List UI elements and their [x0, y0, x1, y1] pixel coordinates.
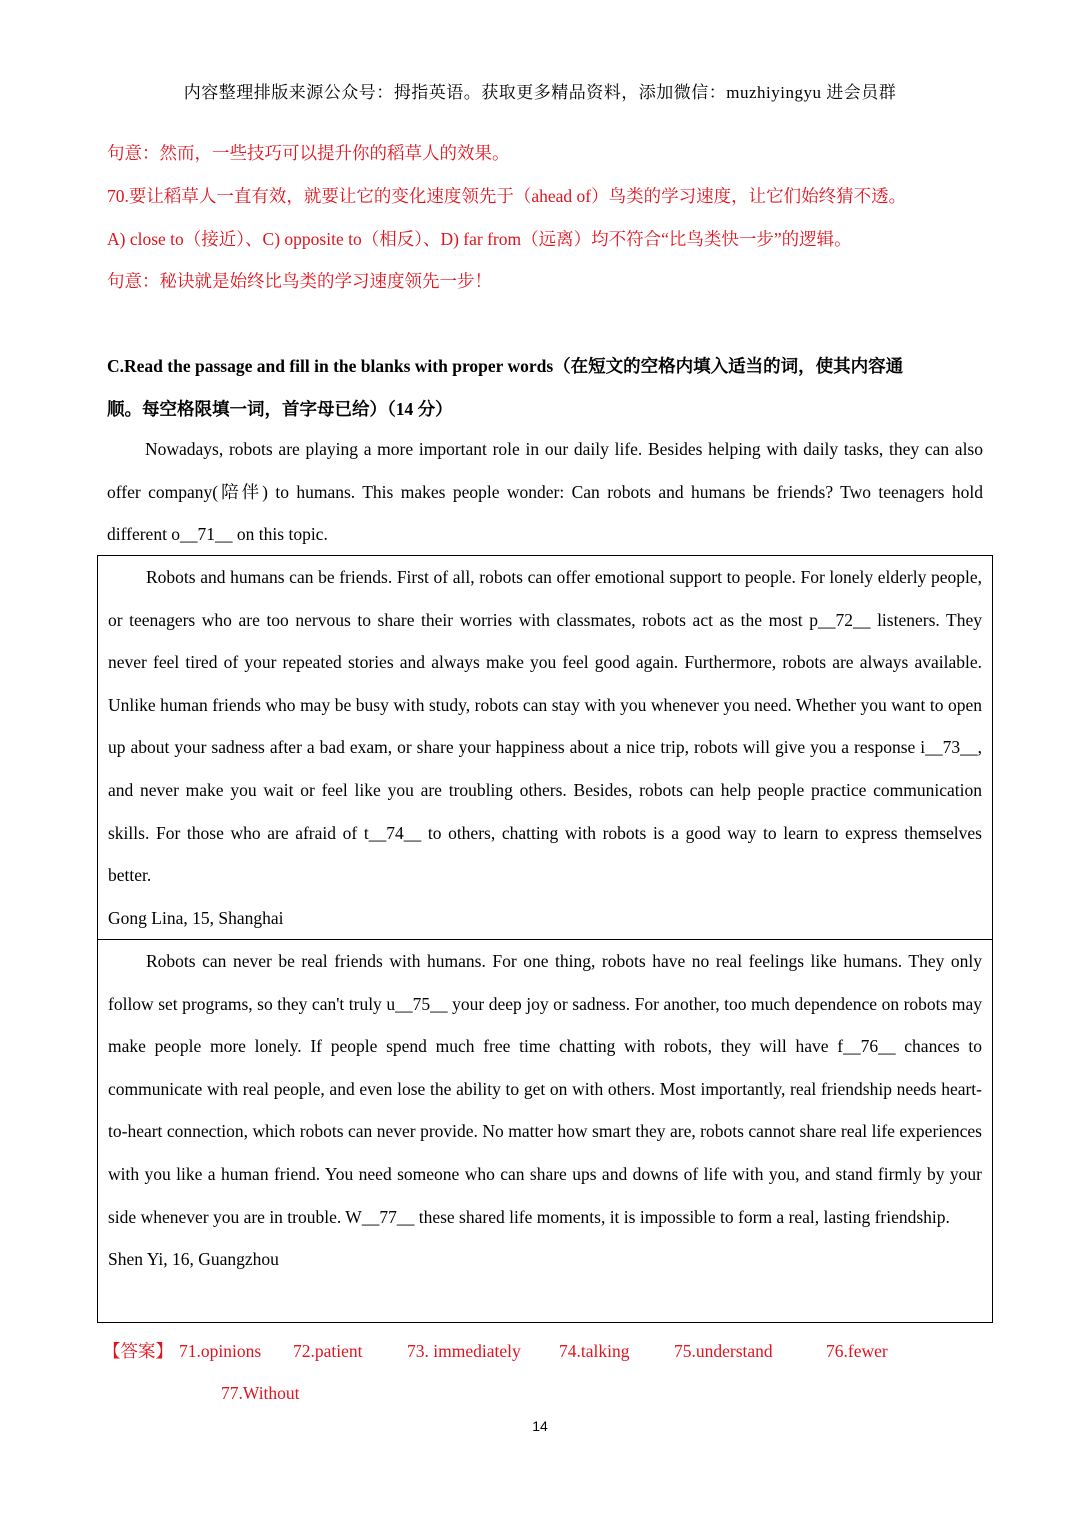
explanation-line-3: A) close to（接近）、C) opposite to（相反）、D) far from（远离）均不符合“比鸟类快一步”的逻辑。	[107, 229, 852, 249]
explanation-line-4: 句意：秘诀就是始终比鸟类的学习速度领先一步！	[107, 271, 492, 291]
answer-key	[103, 1330, 987, 1414]
opinion-box-2	[97, 939, 993, 1323]
answer-71: 71.opinions	[179, 1341, 262, 1361]
opinion-2-text: Robots can never be real friends with humans. For one thing, robots have no real feelings like humans. They only follow set programs, so they can't truly u__75__ your deep joy or sadness. For another, too much dependence on robots may make people more lonely. If people spend much free time chatting with robots, they will have f__76__ chances to communicate with real people, and even lose the ability to get on with others. Most importantly, real friendship needs heart-to-heart connection, which robots can never provide. No matter how smart they are, robots cannot share real life experiences with you like a human friend. You need someone who can share ups and downs of life with you, and stand firmly by your side whenever you are in trouble. W__77__ these shared life moments, it is impossible to form a real, lasting friendship.	[108, 951, 982, 1227]
page-header: 内容整理排版来源公众号：拇指英语。获取更多精品资料，添加微信：muzhiyingyu 进会员群	[183, 83, 897, 102]
intro-paragraph	[107, 428, 983, 556]
opinion-1-text: Robots and humans can be friends. First of all, robots can offer emotional support to people. For lonely elderly people, or teenagers who are too nervous to share their worries with classmates, robots act as the most p__72__ listeners. They never feel tired of your repeated stories and always make you feel good again. Furthermore, robots are always available. Unlike human friends who may be busy with study, robots can stay with you whenever you need. Whether you want to open up about your sadness after a bad exam, or share your happiness about a nice trip, robots will give you a response i__73__, and never make you wait or feel like you are troubling others. Besides, robots can help people practice communication skills. For those who are afraid of t__74__ to others, chatting with robots is a good way to learn to express themselves better.	[108, 567, 982, 886]
section-title-line-1: C.Read the passage and fill in the blanks with proper words（在短文的空格内填入适当的词，使其内容通	[107, 356, 904, 376]
opinion-2-author: Shen Yi, 16, Guangzhou	[108, 1249, 279, 1270]
answer-75: 75.understand	[674, 1341, 773, 1361]
answer-77: 77.Without	[221, 1383, 300, 1403]
intro-text: Nowadays, robots are playing a more important role in our daily life. Besides helping with daily tasks, they can also offer company(陪伴) to humans. This makes people wonder: Can robots and humans be friends? Two teenagers hold different o__71__ on this topic.	[107, 439, 983, 545]
opinion-box-1	[97, 555, 993, 940]
explanation-line-2: 70.要让稻草人一直有效，就要让它的变化速度领先于（ahead of）鸟类的学习速度，让它们始终猜不透。	[107, 186, 907, 206]
page-number: 14	[532, 1418, 548, 1434]
section-title-line-2: 顺。每空格限填一词，首字母已给）（14 分）	[107, 399, 453, 419]
answer-76: 76.fewer	[826, 1341, 888, 1361]
explanation-line-1: 句意：然而，一些技巧可以提升你的稻草人的效果。	[107, 143, 510, 163]
answer-74: 74.talking	[559, 1341, 630, 1361]
opinion-1-author: Gong Lina, 15, Shanghai	[108, 907, 284, 928]
answer-label: 【答案】	[103, 1341, 173, 1361]
answer-72: 72.patient	[293, 1341, 363, 1361]
answer-73: 73. immediately	[407, 1341, 521, 1361]
